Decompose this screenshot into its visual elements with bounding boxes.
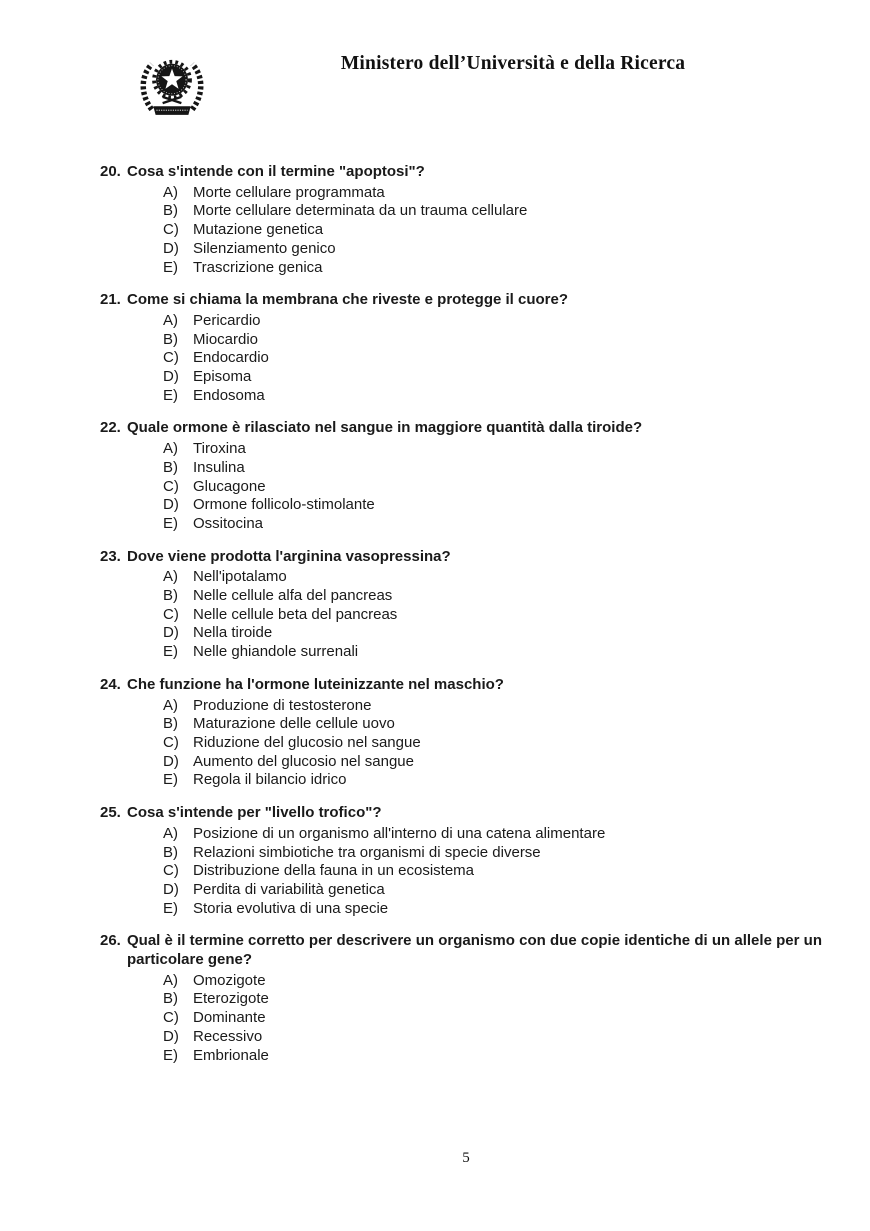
option-text: Distribuzione della fauna in un ecosistema: [193, 862, 474, 880]
option-text: Insulina: [193, 458, 245, 476]
option-letter: D): [163, 752, 179, 770]
option-text: Recessivo: [193, 1027, 263, 1045]
option-row: [163, 972, 822, 991]
option-text: Embrionale: [193, 1046, 269, 1064]
question-number: 23.: [100, 547, 121, 565]
question-text: Qual è il termine corretto per descrivere un organismo con due copie identiche di un allele per un particolare gene?: [127, 932, 822, 969]
option-row: [163, 753, 822, 772]
option-letter: A): [163, 311, 178, 329]
option-row: [163, 771, 822, 790]
option-row: [163, 440, 822, 459]
question-text: Cosa s'intende con il termine "apoptosi"?: [127, 163, 425, 180]
option-letter: B): [163, 587, 178, 605]
option-row: [163, 478, 822, 497]
option-text: Ossitocina: [193, 514, 264, 532]
option-letter: E): [163, 386, 178, 404]
option-letter: E): [163, 258, 178, 276]
option-row: [163, 459, 822, 478]
option-row: [163, 240, 822, 259]
option-letter: D): [163, 880, 179, 898]
question-number: 25.: [100, 804, 121, 822]
option-letter: E): [163, 771, 178, 789]
option-text: Ormone follicolo-stimolante: [193, 496, 375, 514]
question-number: 26.: [100, 932, 121, 950]
option-text: Endocardio: [193, 349, 269, 367]
option-letter: E): [163, 514, 178, 532]
option-text: Nell'ipotalamo: [193, 568, 287, 586]
option-row: [163, 1047, 822, 1066]
option-row: [163, 515, 822, 534]
question-24: [100, 676, 822, 790]
option-text: Relazioni simbiotiche tra organismi di specie diverse: [193, 843, 541, 861]
question-head: [100, 676, 822, 695]
option-row: [163, 624, 822, 643]
option-letter: C): [163, 1009, 179, 1027]
option-letter: E): [163, 899, 178, 917]
question-text: Quale ormone è rilasciato nel sangue in maggiore quantità dalla tiroide?: [127, 419, 643, 437]
option-row: [163, 568, 822, 587]
option-text: Mutazione genetica: [193, 221, 324, 239]
option-letter: C): [163, 349, 179, 367]
option-row: [163, 881, 822, 900]
option-letter: B): [163, 330, 178, 348]
question-number: 21.: [100, 291, 121, 309]
option-letter: A): [163, 440, 178, 458]
question-head: [100, 291, 822, 310]
option-text: Riduzione del glucosio nel sangue: [193, 733, 421, 751]
question-head: [100, 419, 822, 438]
option-row: [163, 587, 822, 606]
option-row: [163, 697, 822, 716]
option-letter: A): [163, 696, 178, 714]
option-text: Omozigote: [193, 971, 266, 989]
option-text: Aumento del glucosio nel sangue: [193, 752, 414, 770]
question-head: [100, 804, 822, 823]
question-25: [100, 804, 822, 918]
option-row: [163, 312, 822, 331]
option-text: Tiroxina: [193, 440, 246, 458]
option-text: Glucagone: [193, 477, 266, 495]
option-text: Posizione di un organismo all'interno di una catena alimentare: [193, 824, 606, 842]
question-26: [100, 932, 822, 1065]
option-text: Produzione di testosterone: [193, 696, 372, 714]
option-row: [163, 862, 822, 881]
option-text: Nelle cellule beta del pancreas: [193, 605, 398, 623]
option-text: Morte cellulare determinata da un trauma cellulare: [193, 202, 528, 220]
option-letter: B): [163, 458, 178, 476]
ministry-title: Ministero dell’Università e della Ricerca: [340, 53, 686, 74]
option-row: [163, 1028, 822, 1047]
option-text: Miocardio: [193, 330, 259, 348]
option-text: Trascrizione genica: [193, 258, 323, 276]
option-text: Pericardio: [193, 311, 261, 329]
option-row: [163, 606, 822, 625]
option-row: [163, 496, 822, 515]
option-text: Silenziamento genico: [193, 239, 336, 257]
question-text: Cosa s'intende per "livello trofico"?: [127, 804, 382, 822]
option-text: Storia evolutiva di una specie: [193, 899, 389, 917]
question-22: [100, 419, 822, 533]
option-letter: A): [163, 568, 178, 586]
option-row: [163, 331, 822, 350]
option-row: [163, 844, 822, 863]
option-row: [163, 259, 822, 278]
option-letter: D): [163, 368, 179, 386]
option-row: [163, 1009, 822, 1028]
option-text: Regola il bilancio idrico: [193, 771, 347, 789]
option-letter: B): [163, 202, 178, 220]
question-head: [100, 932, 822, 969]
question-number: 22.: [100, 419, 121, 437]
question-text: Dove viene prodotta l'arginina vasopressina?: [127, 547, 451, 565]
option-letter: D): [163, 496, 179, 514]
option-letter: E): [163, 643, 178, 661]
option-text: Maturazione delle cellule uovo: [193, 715, 395, 733]
option-row: [163, 734, 822, 753]
option-letter: D): [163, 624, 179, 642]
option-row: [163, 349, 822, 368]
option-text: Nelle ghiandole surrenali: [193, 643, 359, 661]
option-letter: C): [163, 605, 179, 623]
questions-list: [100, 163, 822, 1079]
question-number: 24.: [100, 675, 121, 693]
option-row: [163, 387, 822, 406]
option-row: [163, 221, 822, 240]
option-row: [163, 184, 822, 203]
option-letter: B): [163, 843, 178, 861]
option-letter: A): [163, 971, 178, 989]
option-text: Dominante: [193, 1009, 266, 1027]
option-text: Nella tiroide: [193, 624, 273, 642]
page-footer: [0, 1150, 870, 1167]
option-letter: D): [163, 239, 179, 257]
question-head: [100, 163, 822, 182]
option-letter: B): [163, 990, 178, 1008]
option-letter: C): [163, 862, 179, 880]
option-row: [163, 715, 822, 734]
option-row: [163, 825, 822, 844]
question-23: [100, 548, 822, 662]
option-letter: A): [163, 824, 178, 842]
option-text: Endosoma: [193, 386, 265, 404]
question-text: Che funzione ha l'ormone luteinizzante nel maschio?: [127, 675, 504, 693]
option-text: Nelle cellule alfa del pancreas: [193, 587, 393, 605]
option-row: [163, 990, 822, 1009]
option-letter: C): [163, 477, 179, 495]
option-row: [163, 202, 822, 221]
option-row: [163, 643, 822, 662]
page-number: 5: [462, 1150, 470, 1166]
option-row: [163, 900, 822, 919]
question-head: [100, 548, 822, 567]
option-letter: C): [163, 221, 179, 239]
option-letter: B): [163, 715, 178, 733]
question-number: 20.: [100, 163, 121, 180]
option-letter: E): [163, 1046, 178, 1064]
option-row: [163, 368, 822, 387]
option-text: Episoma: [193, 368, 252, 386]
option-text: Morte cellulare programmata: [193, 183, 385, 201]
question-21: [100, 291, 822, 405]
option-letter: C): [163, 733, 179, 751]
option-text: Perdita di variabilità genetica: [193, 880, 385, 898]
option-text: Eterozigote: [193, 990, 269, 1008]
question-text: Come si chiama la membrana che riveste e protegge il cuore?: [127, 291, 568, 309]
question-20: [100, 163, 822, 277]
option-letter: D): [163, 1027, 179, 1045]
option-letter: A): [163, 183, 178, 201]
